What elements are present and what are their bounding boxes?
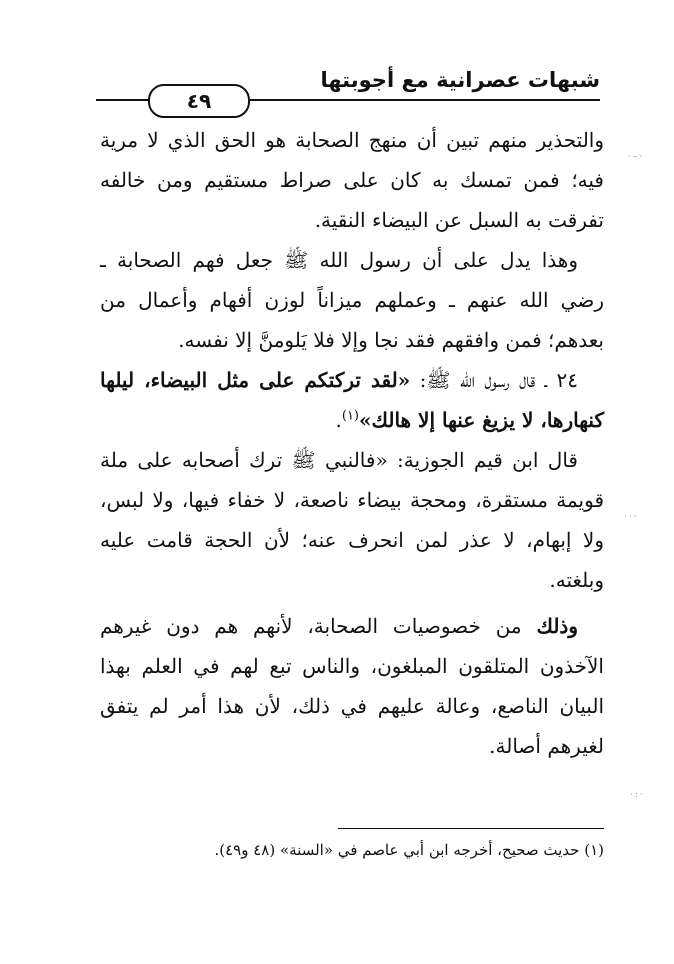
footnote-reference[interactable]: (١): [341, 408, 359, 424]
scan-margin-mark: ·–·: [628, 152, 645, 162]
paragraph-4: قال ابن قيم الجوزية: «فالنبي ﷺ ترك أصحابه على ملة قويمة مستقرة، ومحجة بيضاء ناصعة، لا خفاء فيها، ولا لبس، ولا إبهام، لا عذر لمن انحرف عنه؛ لأن الحجة قامت عليه وبلغته.: [100, 448, 604, 592]
paragraph-2: وهذا يدل على أن رسول الله ﷺ جعل فهم الصحابة ـ رضي الله عنهم ـ وعملهم ميزاناً لوزن أفهام وأعمال من بعدهم؛ فمن وافقهم فقد نجا وإلا فلا يَلومنَّ إلا نفسه.: [100, 248, 604, 352]
page-header: [96, 62, 600, 113]
paragraph-5-lead: وذلك: [536, 614, 578, 638]
footnote-rule: [338, 828, 604, 829]
paragraph-1: والتحذير منهم تبين أن منهج الصحابة هو الحق الذي لا مرية فيه؛ فمن تمسك به كان على صراط مستقيم ومن خالفه تفرقت به السبل عن البيضاء النقية.: [100, 128, 604, 232]
paragraph-5-rest: من خصوصيات الصحابة، لأنهم هم دون غيرهم الآخذون المتلقون المبلغون، والناس تبع لهم في العلم بهذا البيان الناصع، وعالة عليهم في ذلك، لأن هذا أمر لم يتفق لغيرهم أصالة.: [100, 614, 604, 758]
hadith-end: .: [335, 408, 342, 432]
hadith-paragraph: [100, 360, 604, 440]
footnote: (١) حديث صحيح، أخرجه ابن أبي عاصم في «السنة» (٤٨ و٤٩).: [214, 841, 604, 859]
scan-margin-mark: ···: [624, 512, 639, 522]
hadith-number: ٢٤ ـ قال رسول الله ﷺ:: [419, 368, 578, 392]
page-number: ٤٩: [148, 84, 250, 118]
running-title: شبهات عصرانية مع أجوبتها: [320, 68, 600, 92]
paragraph-5: [100, 606, 604, 766]
hadith-text: «لقد تركتكم على مثل البيضاء، ليلها كنهارها، لا يزيغ عنها إلا هالك»: [100, 368, 604, 432]
main-text: [100, 120, 604, 766]
scan-margin-mark: ·:·: [630, 790, 645, 800]
